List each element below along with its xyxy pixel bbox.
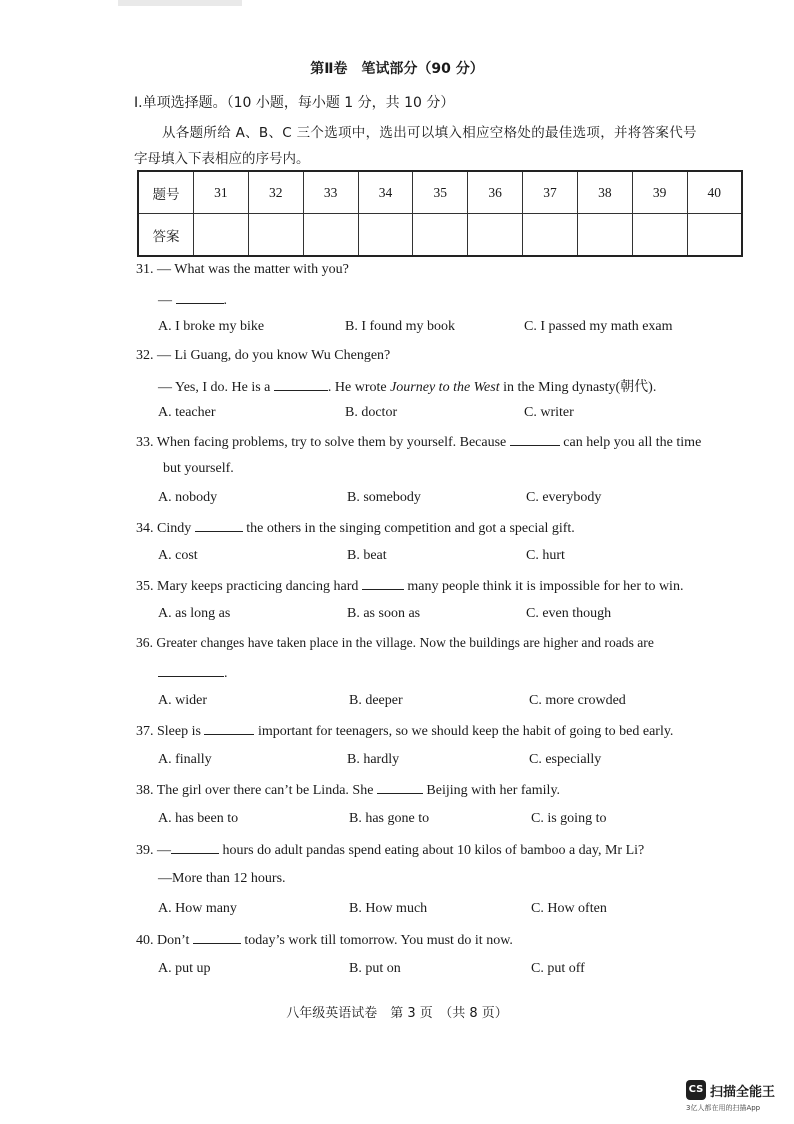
number-cell: 38 [577, 171, 632, 214]
q40-option-b[interactable]: B. put on [349, 961, 401, 976]
answer-cell[interactable] [248, 214, 303, 257]
q40-stem-pre: 40. Don’t [136, 933, 193, 948]
q31-reply-post: . [223, 293, 227, 308]
q31-stem: 31. — What was the matter with you? [136, 262, 349, 277]
q31-reply-pre: — [158, 293, 176, 308]
q34-option-c[interactable]: C. hurt [526, 548, 565, 563]
q35-stem-post: many people think it is impossible for her to win. [403, 579, 684, 594]
answer-table-answer-row [138, 214, 742, 257]
q39-reply: —More than 12 hours. [158, 871, 286, 886]
q38-stem-pre: 38. The girl over there can’t be Linda. She [136, 783, 377, 798]
q36-stem: 36. Greater changes have taken place in the village. Now the buildings are higher and roads are [136, 635, 654, 650]
q32-option-b[interactable]: B. doctor [345, 405, 398, 420]
q37-option-a[interactable]: A. finally [158, 752, 212, 767]
q36-option-c[interactable]: C. more crowded [529, 693, 626, 708]
q35-stem [136, 577, 683, 595]
q39-stem-post: hours do adult pandas spend eating about 10 kilos of bamboo a day, Mr Li? [219, 843, 645, 858]
q40-stem-post: today’s work till tomorrow. You must do it now. [240, 933, 513, 948]
answer-cell[interactable] [632, 214, 687, 257]
q39-stem [136, 841, 644, 859]
answer-table [137, 170, 743, 257]
answer-cell[interactable] [577, 214, 632, 257]
section-heading: I.单项选择题。（10 小题，每小题 1 分，共 10 分） [134, 95, 455, 111]
q37-option-c[interactable]: C. especially [529, 752, 602, 767]
q36-blank[interactable] [158, 664, 224, 677]
q39-stem-pre: 39. — [136, 843, 171, 858]
answer-cell[interactable] [687, 214, 742, 257]
q32-blank[interactable] [274, 378, 328, 391]
q40-stem [136, 931, 513, 949]
q39-option-c[interactable]: C. How often [531, 901, 607, 916]
answer-cell[interactable] [194, 214, 249, 257]
q36-line2 [158, 664, 228, 682]
q38-option-c[interactable]: C. is going to [531, 811, 607, 826]
page-footer: 八年级英语试卷 第 3 页 （共 8 页） [286, 1006, 508, 1021]
q40-option-a[interactable]: A. put up [158, 961, 211, 976]
paper-title: 第Ⅱ卷 笔试部分（90 分） [310, 61, 484, 77]
number-cell: 35 [413, 171, 468, 214]
q34-blank[interactable] [195, 519, 243, 532]
q32-book-title: Journey to the West [390, 380, 500, 395]
q33-option-b[interactable]: B. somebody [347, 490, 421, 505]
answer-row-label: 答案 [138, 214, 194, 257]
q32-reply-post: in the Ming dynasty(朝代). [499, 380, 657, 395]
number-cell: 37 [523, 171, 578, 214]
q31-option-b[interactable]: B. I found my book [345, 319, 456, 334]
number-cell: 31 [194, 171, 249, 214]
q32-stem: 32. — Li Guang, do you know Wu Chengen? [136, 348, 391, 363]
q33-option-a[interactable]: A. nobody [158, 490, 218, 505]
q33-stem-post: can help you all the time [559, 435, 702, 450]
q39-option-a[interactable]: A. How many [158, 901, 237, 916]
q33-stem-line2: but yourself. [163, 461, 234, 476]
camscanner-logo-icon: CS [686, 1080, 706, 1100]
q39-option-b[interactable]: B. How much [349, 901, 428, 916]
q36-line2-post: . [224, 666, 228, 681]
q38-blank[interactable] [377, 781, 423, 794]
number-cell: 33 [303, 171, 358, 214]
q34-stem-pre: 34. Cindy [136, 521, 195, 536]
answer-cell[interactable] [468, 214, 523, 257]
number-cell: 40 [687, 171, 742, 214]
answer-cell[interactable] [303, 214, 358, 257]
q32-reply [158, 376, 656, 396]
watermark-tagline: 3亿人都在用的扫描App [686, 1104, 761, 1112]
scanner-watermark [686, 1080, 786, 1116]
q40-option-c[interactable]: C. put off [531, 961, 585, 976]
answer-cell[interactable] [523, 214, 578, 257]
q35-option-b[interactable]: B. as soon as [347, 606, 421, 621]
q38-option-a[interactable]: A. has been to [158, 811, 239, 826]
q34-stem [136, 519, 575, 537]
q35-blank[interactable] [362, 577, 404, 590]
q32-option-a[interactable]: A. teacher [158, 405, 216, 420]
q37-stem-pre: 37. Sleep is [136, 724, 205, 739]
q35-stem-pre: 35. Mary keeps practicing dancing hard [136, 579, 362, 594]
instruction-line-2: 字母填入下表相应的序号内。 [134, 151, 310, 167]
number-cell: 36 [468, 171, 523, 214]
q38-stem-post: Beijing with her family. [422, 783, 561, 798]
watermark-app-name: 扫描全能王 [710, 1085, 776, 1100]
instruction-line-1: 从各题所给 A、B、C 三个选项中，选出可以填入相应空格处的最佳选项，并将答案代号 [162, 125, 697, 141]
q32-reply-pre: — Yes, I do. He is a [158, 380, 274, 395]
q33-blank[interactable] [510, 433, 560, 446]
q34-option-b[interactable]: B. beat [347, 548, 387, 563]
number-row-label: 题号 [138, 171, 194, 214]
q32-reply-mid: . He wrote [327, 380, 391, 395]
q39-blank[interactable] [171, 841, 219, 854]
q40-blank[interactable] [193, 931, 241, 944]
q35-option-c[interactable]: C. even though [526, 606, 612, 621]
q38-option-b[interactable]: B. has gone to [349, 811, 430, 826]
q35-option-a[interactable]: A. as long as [158, 606, 231, 621]
q32-option-c[interactable]: C. writer [524, 405, 574, 420]
q37-option-b[interactable]: B. hardly [347, 752, 400, 767]
q34-stem-post: the others in the singing competition and got a special gift. [242, 521, 575, 536]
number-cell: 39 [632, 171, 687, 214]
q38-stem [136, 781, 560, 799]
q31-option-a[interactable]: A. I broke my bike [158, 319, 265, 334]
number-cell: 32 [248, 171, 303, 214]
number-cell: 34 [358, 171, 413, 214]
q33-option-c[interactable]: C. everybody [526, 490, 602, 505]
q31-blank[interactable] [176, 291, 224, 304]
q33-stem [136, 433, 701, 451]
q34-option-a[interactable]: A. cost [158, 548, 198, 563]
answer-cell[interactable] [358, 214, 413, 257]
answer-cell[interactable] [413, 214, 468, 257]
q31-option-c[interactable]: C. I passed my math exam [524, 319, 673, 334]
q31-reply [158, 291, 227, 309]
q36-option-b[interactable]: B. deeper [349, 693, 403, 708]
q36-option-a[interactable]: A. wider [158, 693, 207, 708]
q33-stem-pre: 33. When facing problems, try to solve them by yourself. Because [136, 435, 510, 450]
q37-stem [136, 722, 673, 740]
q37-stem-post: important for teenagers, so we should keep the habit of going to bed early. [254, 724, 674, 739]
answer-table-number-row [138, 171, 742, 214]
q37-blank[interactable] [204, 722, 254, 735]
scan-edge-mark [118, 0, 242, 6]
